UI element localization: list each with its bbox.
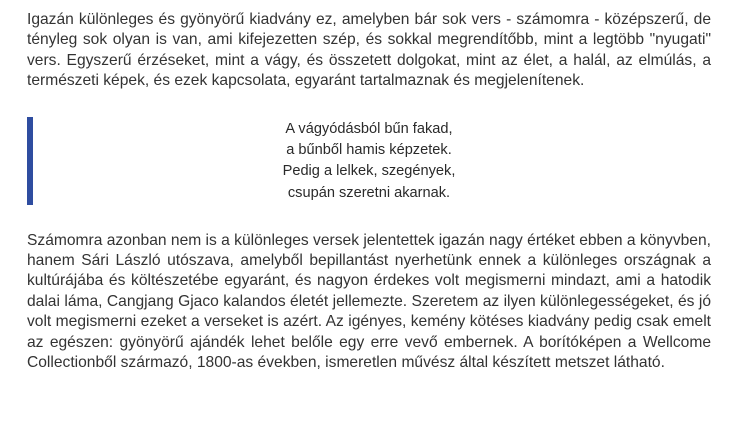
poem-lines [27, 119, 711, 204]
poem-line: csupán szeretni akarnak. [287, 184, 451, 201]
poem-line: A vágyódásból bűn fakad, [285, 120, 453, 137]
poem-line: Pedig a lelkek, szegények, [282, 163, 456, 180]
paragraph-review: Számomra azonban nem is a különleges versek jelentettek igazán nagy értéket ebben a könyvben, hanem Sári László utószava, amelyből bepillantást nyerhetünk ennek a különleges országnak a kultúrájába és költészetébe egyaránt, és nagyon érdekes volt megismerni mindazt, ami a hatodik dalai láma, Cangjang Gjaco kalandos életét jellemezte. Szeretem az ilyen különlegességeket, és jó volt megismerni ezeket a verseket is azért. Az igényes, kemény kötéses kiadvány pedig csak emelt az egészen: gyönyörű ajándék lehet belőle egy erre vevő embernek. A borítóképen a Wellcome Collectionből származó, 1800-as években, ismeretlen művész által készített metszet látható. [27, 231, 711, 372]
poem-line: a bűnből hamis képzetek. [286, 141, 452, 158]
article-body [27, 10, 711, 373]
poem-blockquote [27, 117, 711, 205]
paragraph-intro: Igazán különleges és gyönyörű kiadvány ez, amelyben bár sok vers - számomra - középszerű, de tényleg sok olyan is van, ami kifejezetten szép, és sokkal megrendítőbb, mint a legtöbb "nyugati" vers. Egyszerű érzéseket, mint a vágy, és összetett dolgokat, mint az élet, a halál, az elmúlás, a természeti képek, és ezek kapcsolata, egyaránt tartalmaznak és megjelenítenek. [27, 11, 711, 90]
